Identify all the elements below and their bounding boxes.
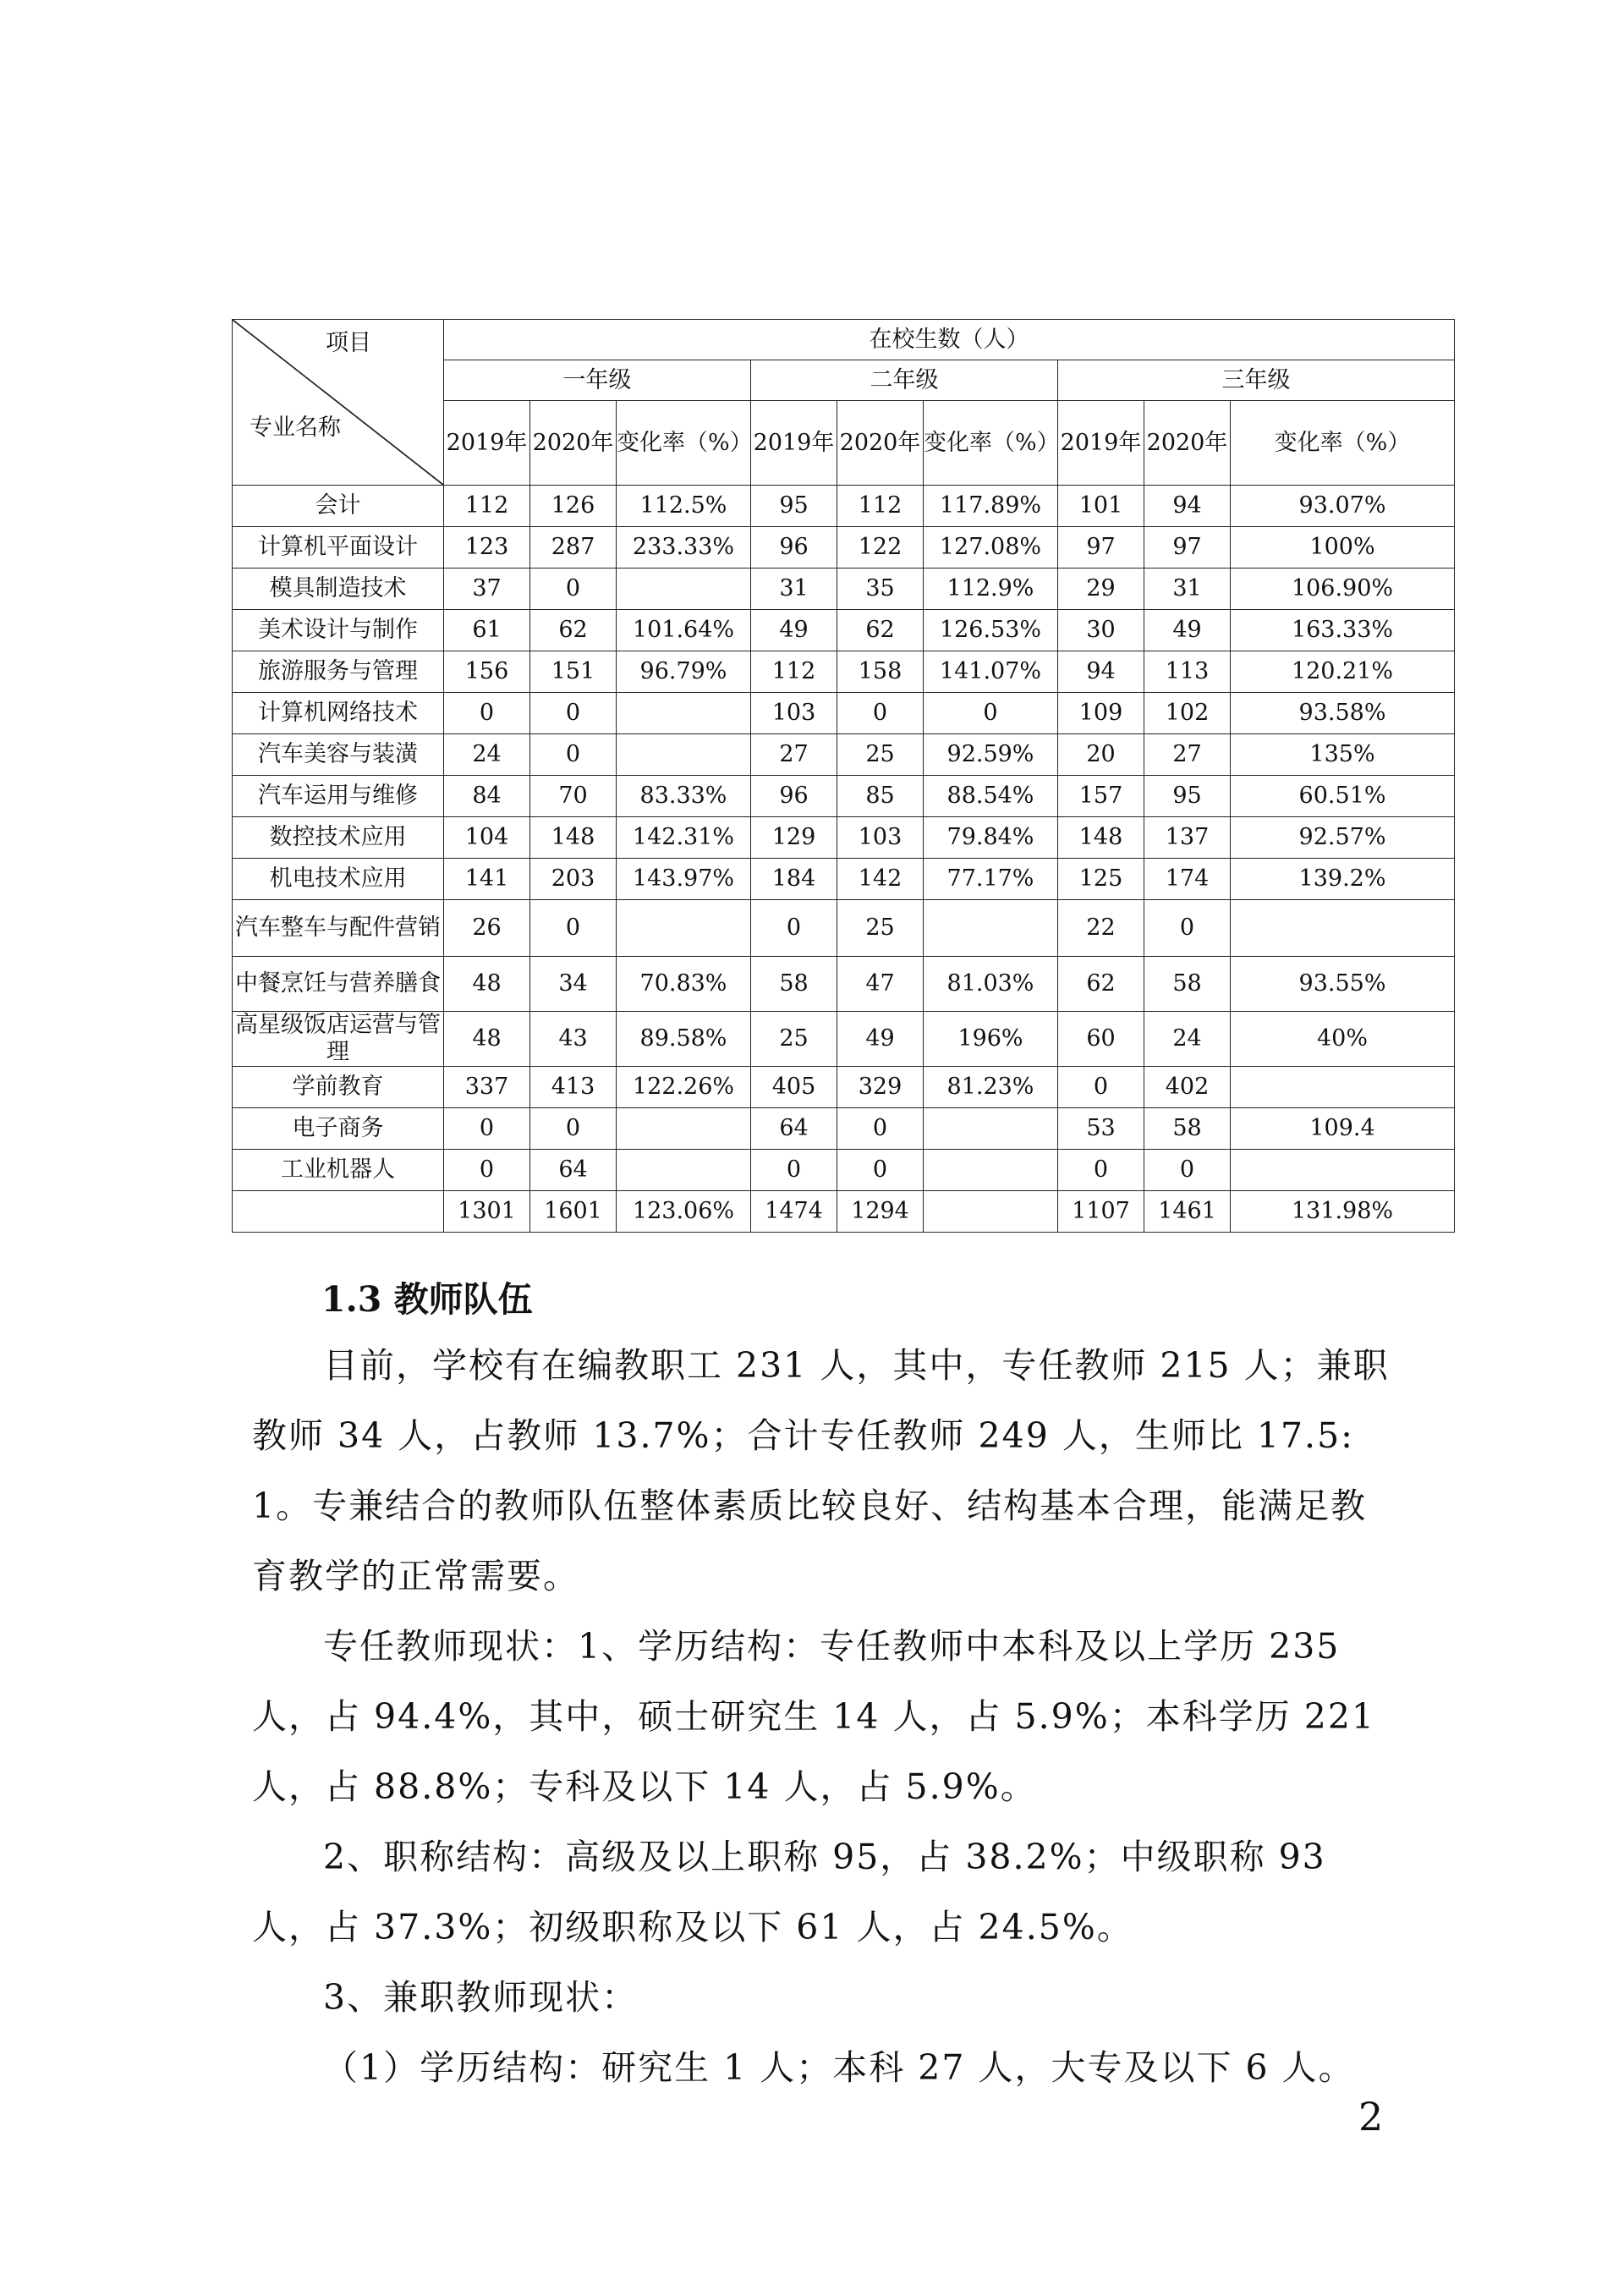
table-cell: 20 [1058,734,1144,776]
table-cell: 101 [1058,486,1144,527]
table-cell [617,1150,751,1191]
table-cell: 96.79% [617,651,751,693]
sub-header-cell: 2019年 [1058,401,1144,486]
table-row [233,859,1455,900]
table-cell: 96 [751,776,837,817]
table-row [233,1150,1455,1191]
table-cell: 117.89% [924,486,1058,527]
sub-header-cell: 2020年 [837,401,924,486]
sub-header-cell: 变化率（%） [617,401,751,486]
table-cell: 97 [1144,527,1231,569]
table-cell: 196% [924,1012,1058,1067]
table-cell [617,900,751,957]
table-cell: 1601 [530,1191,617,1233]
table-cell: 151 [530,651,617,693]
table-cell: 0 [444,1150,530,1191]
table-cell: 0 [1058,1150,1144,1191]
table-cell: 139.2% [1231,859,1455,900]
corner-label-item: 项目 [326,330,371,356]
sub-header-cell: 变化率（%） [924,401,1058,486]
major-name-cell: 会计 [233,486,444,527]
major-name-cell: 中餐烹饪与营养膳食 [233,957,444,1012]
table-cell: 112 [837,486,924,527]
table-cell: 101.64% [617,610,751,651]
table-cell: 0 [530,734,617,776]
table-cell: 137 [1144,817,1231,859]
table-cell: 48 [444,1012,530,1067]
table-row [233,486,1455,527]
table-cell: 112.5% [617,486,751,527]
table-cell [924,1150,1058,1191]
major-name-cell: 汽车美容与装潢 [233,734,444,776]
table-cell: 112.9% [924,569,1058,610]
grade-header-2: 二年级 [751,360,1058,401]
table-cell: 92.59% [924,734,1058,776]
table-cell: 49 [837,1012,924,1067]
table-cell: 0 [751,900,837,957]
table-cell: 135% [1231,734,1455,776]
table-cell: 329 [837,1067,924,1108]
table-cell: 126 [530,486,617,527]
table-row [233,900,1455,957]
table-cell: 70.83% [617,957,751,1012]
table-row [233,569,1455,610]
major-name-cell [233,1191,444,1233]
table-cell: 96 [751,527,837,569]
table-cell: 64 [751,1108,837,1150]
table-cell: 158 [837,651,924,693]
table-cell: 1461 [1144,1191,1231,1233]
table-cell [1231,900,1455,957]
table-cell: 112 [444,486,530,527]
major-name-cell: 旅游服务与管理 [233,651,444,693]
table-cell: 0 [530,900,617,957]
table-cell: 113 [1144,651,1231,693]
table-cell: 143.97% [617,859,751,900]
table-cell: 94 [1058,651,1144,693]
table-cell: 27 [1144,734,1231,776]
table-cell: 129 [751,817,837,859]
table-cell: 184 [751,859,837,900]
table-cell: 79.84% [924,817,1058,859]
table-cell: 141 [444,859,530,900]
table-cell: 62 [530,610,617,651]
table-cell: 0 [837,1108,924,1150]
table-cell: 337 [444,1067,530,1108]
table-cell [1231,1067,1455,1108]
table-cell [617,1108,751,1150]
major-name-cell: 计算机网络技术 [233,693,444,734]
major-name-cell: 模具制造技术 [233,569,444,610]
table-cell: 1107 [1058,1191,1144,1233]
table-cell: 126.53% [924,610,1058,651]
table-cell: 53 [1058,1108,1144,1150]
table-cell: 120.21% [1231,651,1455,693]
table-cell: 35 [837,569,924,610]
table-cell: 0 [751,1150,837,1191]
table-cell [1231,1150,1455,1191]
table-cell: 174 [1144,859,1231,900]
table-cell: 37 [444,569,530,610]
table-cell [617,693,751,734]
table-cell: 122.26% [617,1067,751,1108]
table-cell: 402 [1144,1067,1231,1108]
table-cell: 47 [837,957,924,1012]
table-cell: 97 [1058,527,1144,569]
table-cell: 31 [1144,569,1231,610]
table-cell: 122 [837,527,924,569]
table-cell: 26 [444,900,530,957]
table-cell: 127.08% [924,527,1058,569]
table-row [233,957,1455,1012]
table-cell: 24 [1144,1012,1231,1067]
major-name-cell: 高星级饭店运营与管理 [233,1012,444,1067]
table-cell: 148 [1058,817,1144,859]
major-name-cell: 电子商务 [233,1108,444,1150]
table-cell: 61 [444,610,530,651]
table-cell: 83.33% [617,776,751,817]
table-cell: 64 [530,1150,617,1191]
table-row [233,1012,1455,1067]
table-cell: 49 [751,610,837,651]
major-name-cell: 数控技术应用 [233,817,444,859]
table-cell: 81.23% [924,1067,1058,1108]
table-cell: 0 [1144,1150,1231,1191]
table-cell [924,1191,1058,1233]
table-cell: 1301 [444,1191,530,1233]
paragraph-staff-overview: 目前，学校有在编教职工 231 人，其中，专任教师 215 人；兼职教师 34 人，占教师 13.7%；合计专任教师 249 人，生师比 17.5: 1。专兼结合的教师队伍整体素质比较良好、结构基本合理，能满足教育教学的正常需要。 [252,1345,1390,1596]
table-cell: 60 [1058,1012,1144,1067]
enrollment-table [232,319,1455,1233]
corner-header-cell [233,320,444,486]
table-cell [924,900,1058,957]
table-cell: 88.54% [924,776,1058,817]
table-cell: 103 [837,817,924,859]
table-cell: 0 [444,1108,530,1150]
table-cell: 0 [530,693,617,734]
table-cell: 141.07% [924,651,1058,693]
table-cell: 125 [1058,859,1144,900]
table-cell: 112 [751,651,837,693]
page-number: 2 [1358,2094,1384,2139]
table-cell: 24 [444,734,530,776]
table-cell: 85 [837,776,924,817]
sub-header-cell: 2020年 [530,401,617,486]
table-cell: 58 [1144,1108,1231,1150]
table-cell: 109.4 [1231,1108,1455,1150]
table-row [233,776,1455,817]
table-row [233,610,1455,651]
table-row [233,1108,1455,1150]
table-cell: 60.51% [1231,776,1455,817]
table-cell: 62 [1058,957,1144,1012]
table-row [233,1191,1455,1233]
table-cell: 25 [837,734,924,776]
table-cell: 62 [837,610,924,651]
table-cell: 103 [751,693,837,734]
table-cell: 0 [1144,900,1231,957]
table-cell: 81.03% [924,957,1058,1012]
table-cell: 22 [1058,900,1144,957]
grade-header-1: 一年级 [444,360,751,401]
table-cell: 93.55% [1231,957,1455,1012]
table-cell: 131.98% [1231,1191,1455,1233]
table-cell: 77.17% [924,859,1058,900]
table-cell: 0 [1058,1067,1144,1108]
table-cell: 84 [444,776,530,817]
table-row [233,527,1455,569]
table-cell: 148 [530,817,617,859]
table-cell: 0 [530,1108,617,1150]
table-cell: 25 [837,900,924,957]
table-cell: 58 [751,957,837,1012]
major-name-cell: 美术设计与制作 [233,610,444,651]
major-name-cell: 机电技术应用 [233,859,444,900]
table-cell: 157 [1058,776,1144,817]
table-cell: 29 [1058,569,1144,610]
table-cell: 1474 [751,1191,837,1233]
paragraph-education-structure: 专任教师现状：1、学历结构：专任教师中本科及以上学历 235 人，占 94.4%，其中，硕士研究生 14 人，占 5.9%；本科学历 221 人，占 88.8%；专科及以下 14 人，占 5.9%。 [252,1626,1375,1807]
table-row [233,817,1455,859]
section-heading: 1.3 教师队伍 [321,1279,533,1320]
table-cell: 109 [1058,693,1144,734]
table-cell: 142.31% [617,817,751,859]
major-name-cell: 汽车整车与配件营销 [233,900,444,957]
sub-header-cell: 2019年 [751,401,837,486]
table-cell: 48 [444,957,530,1012]
table-cell: 0 [924,693,1058,734]
table-cell: 104 [444,817,530,859]
table-cell: 93.07% [1231,486,1455,527]
table-cell: 123 [444,527,530,569]
table-cell: 0 [837,1150,924,1191]
table-cell [617,569,751,610]
table-cell: 1294 [837,1191,924,1233]
table-cell: 25 [751,1012,837,1067]
paragraph-title-structure: 2、职称结构：高级及以上职称 95，占 38.2%；中级职称 93 人，占 37.3%；初级职称及以下 61 人，占 24.5%。 [252,1837,1326,1947]
table-row [233,734,1455,776]
table-cell: 27 [751,734,837,776]
sub-header-cell: 2020年 [1144,401,1231,486]
table-cell: 95 [1144,776,1231,817]
table-cell: 95 [751,486,837,527]
paragraph-part-time-heading: 3、兼职教师现状： [323,1977,639,2018]
table-cell: 142 [837,859,924,900]
table-cell: 34 [530,957,617,1012]
table-cell: 92.57% [1231,817,1455,859]
table-cell: 106.90% [1231,569,1455,610]
sub-header-cell: 2019年 [444,401,530,486]
table-cell: 0 [530,569,617,610]
major-name-cell: 汽车运用与维修 [233,776,444,817]
table-cell: 156 [444,651,530,693]
paragraph-part-time-education: （1）学历结构：研究生 1 人；本科 27 人，大专及以下 6 人。 [323,2047,1355,2088]
table-cell: 89.58% [617,1012,751,1067]
table-cell: 102 [1144,693,1231,734]
table-cell: 30 [1058,610,1144,651]
table-cell: 94 [1144,486,1231,527]
table-cell: 70 [530,776,617,817]
section-body [252,1331,1396,2103]
table-cell: 43 [530,1012,617,1067]
table-cell: 287 [530,527,617,569]
table-cell: 100% [1231,527,1455,569]
table-cell: 405 [751,1067,837,1108]
table-row [233,651,1455,693]
grade-header-3: 三年级 [1058,360,1455,401]
table-cell: 58 [1144,957,1231,1012]
table-cell: 123.06% [617,1191,751,1233]
table-cell: 203 [530,859,617,900]
major-name-cell: 学前教育 [233,1067,444,1108]
corner-label-major: 专业名称 [250,415,341,441]
table-cell: 0 [837,693,924,734]
table-cell: 163.33% [1231,610,1455,651]
major-name-cell: 计算机平面设计 [233,527,444,569]
header-main: 在校生数（人） [444,320,1455,360]
table-cell: 40% [1231,1012,1455,1067]
sub-header-cell: 变化率（%） [1231,401,1455,486]
table-cell [924,1108,1058,1150]
major-name-cell: 工业机器人 [233,1150,444,1191]
table-cell: 0 [444,693,530,734]
table-cell [617,734,751,776]
table-cell: 93.58% [1231,693,1455,734]
table-cell: 31 [751,569,837,610]
table-cell: 233.33% [617,527,751,569]
table-cell: 49 [1144,610,1231,651]
table-cell: 413 [530,1067,617,1108]
table-row [233,1067,1455,1108]
table-row [233,693,1455,734]
